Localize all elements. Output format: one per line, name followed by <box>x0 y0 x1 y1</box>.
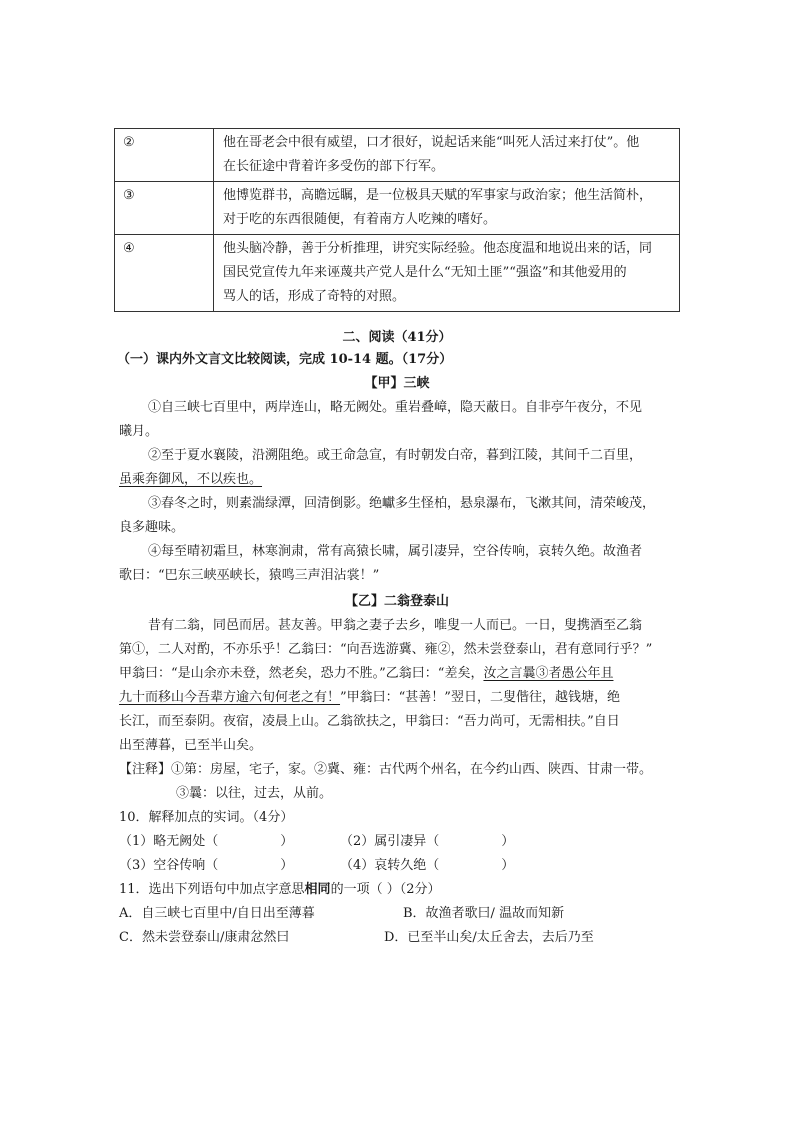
question-10-item-text: （2）属引凄异（ <box>340 834 440 849</box>
passage-a-line: ④每至晴初霜旦，林寒涧肃，常有高猿长啸，属引凄异，空谷传响，哀转久绝。故渔者 <box>148 544 643 559</box>
passage-a-title: 【甲】三峡 <box>364 376 430 391</box>
section-title: 二、阅读（41分） <box>342 330 452 345</box>
passage-b-line <box>119 686 620 710</box>
row-text-line: 他在哥老会中很有威望，口才很好，说起话来能“叫死人活过来打仗”。他 <box>223 135 640 150</box>
passage-a-line: ①自三峡七百里中，两岸连山，略无阙处。重岩叠嶂，隐天蔽日。自非亭午夜分，不见 <box>148 400 643 415</box>
question-11-stem <box>119 878 440 902</box>
passage-b-line: 第①，二人对酌，不亦乐乎！乙翁曰：“向吾选游冀、雍②，然未尝登泰山，君有意同行乎？” <box>119 642 653 657</box>
passage-b-line: 出至薄暮，已至半山矣。 <box>119 738 263 753</box>
notes-line: 【注释】①第：房屋，宅子，家。②冀、雍：古代两个州名，在今约山西、陕西、甘肃一带。 <box>119 762 653 777</box>
row-text-line: 国民党宣传九年来诬蔑共产党人是什么“无知土匪”“强盗”和其他爱用的 <box>223 265 627 280</box>
question-10-item-text: （3）空谷传响（ <box>119 858 219 873</box>
table-row <box>115 235 680 312</box>
row-text-line: 在长征途中背着许多受伤的部下行军。 <box>223 159 445 174</box>
question-10-stem: 10．解释加点的实词。（4分） <box>119 810 294 825</box>
passage-b-line <box>119 662 613 686</box>
row-text-line: 他博览群书，高瞻远瞩，是一位极具天赋的军事家与政治家；他生活简朴， <box>223 188 653 203</box>
question-10-item <box>119 854 293 878</box>
passage-a-line: 歌曰：“巴东三峡巫峡长，猿鸣三声泪沾裳！” <box>119 568 380 583</box>
option-c[interactable]: C．然未尝登泰山/康肃忿然曰 <box>119 930 290 945</box>
question-10-close: ） <box>280 834 294 849</box>
passage-a-line: ③春冬之时，则素湍绿潭，回清倒影。绝巘多生怪柏，悬泉瀑布，飞漱其间，清荣峻茂， <box>148 496 656 511</box>
passage-b-line: 长江，而至泰阴。夜宿，凌晨上山。乙翁欲扶之，甲翁曰：“吾力尚可，无需相扶。”自日 <box>119 714 620 729</box>
row-text-line: 他头脑冷静，善于分析推理，讲究实际经验。他态度温和地说出来的话，同 <box>223 241 653 256</box>
passage-b-line: 昔有二翁，同邑而居。甚友善。甲翁之妻子去乡，唯叟一人而已。一日，叟携酒至乙翁 <box>148 618 643 633</box>
question-10-close: ） <box>501 858 515 873</box>
passage-b-title: 【乙】二翁登泰山 <box>344 594 449 609</box>
passage-a-line-underlined: 虽乘奔御风，不以疾也。 <box>119 472 263 487</box>
row-text <box>214 182 680 235</box>
option-d[interactable]: D．已至半山矣/太丘舍去，去后乃至 <box>384 930 594 945</box>
question-10-close: ） <box>501 834 515 849</box>
row-text <box>214 129 680 182</box>
passage-a-line: ②至于夏水襄陵，沿溯阻绝。或王命急宣，有时朝发白帝，暮到江陵，其间千二百里， <box>148 448 643 463</box>
question-10-item-text: （4）哀转久绝（ <box>340 858 440 873</box>
passage-b-text: ”甲翁曰：“甚善！”翌日，二叟偕往，越钱塘，绝 <box>340 690 620 705</box>
question-10-item <box>119 830 293 854</box>
question-10-close: ） <box>280 858 294 873</box>
subsection-title: （一）课内外文言文比较阅读，完成 10-14 题。（17分） <box>117 352 453 367</box>
question-10-item-text: （1）略无阙处（ <box>119 834 219 849</box>
option-b[interactable]: B．故渔者歌曰/ 温故而知新 <box>403 906 565 921</box>
question-10-item <box>340 830 514 854</box>
row-text <box>214 235 680 312</box>
table-row <box>115 182 680 235</box>
question-10-item <box>340 854 514 878</box>
row-number: ③ <box>115 182 214 235</box>
row-number: ② <box>115 129 214 182</box>
row-text-line: 骂人的话，形成了奇特的对照。 <box>223 289 406 304</box>
question-11-stem-text: 11．选出下列语句中加点字意思 <box>119 882 305 897</box>
passage-b-text: 甲翁曰：“是山余亦未登，然老矣，恐力不胜。”乙翁曰：“差矣， <box>119 666 484 681</box>
passage-b-underlined: 汝之言曩③者愚公年且 <box>483 666 614 681</box>
question-11-stem-emphasis: 相同 <box>304 882 331 897</box>
notes-line: ③曩：以往，过去，从前。 <box>176 786 333 801</box>
table-row <box>115 129 680 182</box>
passage-a-line: 良多趣味。 <box>119 520 185 535</box>
question-11-stem-text: 的一项（ ）（2分） <box>330 882 441 897</box>
option-a[interactable]: A．自三峡七百里中/自日出至薄暮 <box>119 906 315 921</box>
passage-b-underlined: 九十而移山今吾辈方逾六旬何老之有！ <box>119 690 341 705</box>
row-text-line: 对于吃的东西很随便，有着南方人吃辣的嗜好。 <box>223 212 497 227</box>
passage-a-line: 曦月。 <box>119 424 159 439</box>
row-number: ④ <box>115 235 214 312</box>
answer-table <box>114 128 680 312</box>
